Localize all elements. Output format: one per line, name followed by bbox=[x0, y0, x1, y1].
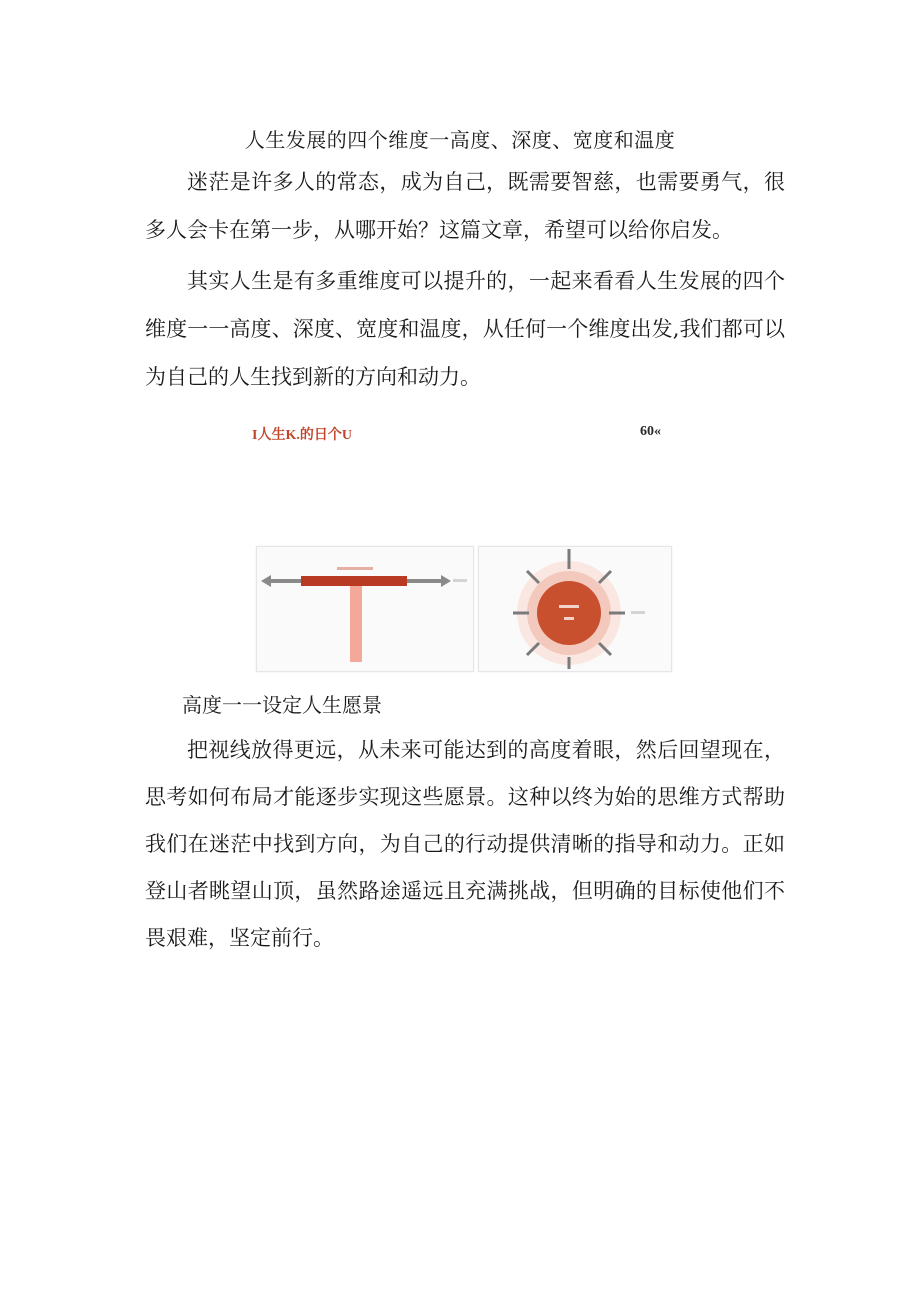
figure-caption-right: 60« bbox=[640, 424, 661, 439]
paragraph-intro: 迷茫是许多人的常态，成为自己，既需要智慈，也需要勇气，很多人会卡在第一步，从哪开始？这篇文章，希望可以给你启发。 bbox=[145, 170, 785, 242]
horizontal-bar bbox=[301, 576, 407, 586]
section-heading-height: 高度一一设定人生愿景 bbox=[182, 693, 382, 717]
side-label-blur bbox=[453, 579, 467, 582]
figure-panel-circle-diagram bbox=[478, 546, 672, 672]
circle-label-blur-2 bbox=[564, 617, 574, 620]
paragraph-height-vision: 把视线放得更远，从未来可能达到的高度着眼，然后回望现在，思考如何布局才能逐步实现这些愿景。这种以终为始的思维方式帮助我们在迷茫中找到方向，为自己的行动提供清晰的指导和动力。正如登山者眺望山顶，虽然路途遥远且充满挑战，但明确的目标使他们不畏艰难，坚定前行。 bbox=[145, 738, 785, 950]
circle-diagram-graphic bbox=[479, 547, 671, 671]
paragraph-dimensions: 其实人生是有多重维度可以提升的，一起来看看人生发展的四个维度一一高度、深度、宽度和温度，从任何一个维度出发,我们都可以为自己的人生找到新的方向和动力。 bbox=[145, 269, 785, 389]
figure-caption-left: I人生K.的日个U bbox=[252, 428, 352, 443]
left-arrowhead-icon bbox=[261, 575, 271, 587]
figure-panel-t-diagram bbox=[256, 546, 474, 672]
side-label-blur bbox=[631, 611, 645, 614]
circle-label-blur-1 bbox=[559, 605, 579, 608]
inner-circle bbox=[537, 581, 601, 645]
vertical-bar bbox=[350, 586, 362, 662]
t-diagram-graphic bbox=[257, 547, 473, 671]
document-title: 人生发展的四个维度一高度、深度、宽度和温度 bbox=[244, 128, 676, 152]
right-arrowhead-icon bbox=[441, 575, 451, 587]
bar-label-blur bbox=[337, 567, 373, 570]
